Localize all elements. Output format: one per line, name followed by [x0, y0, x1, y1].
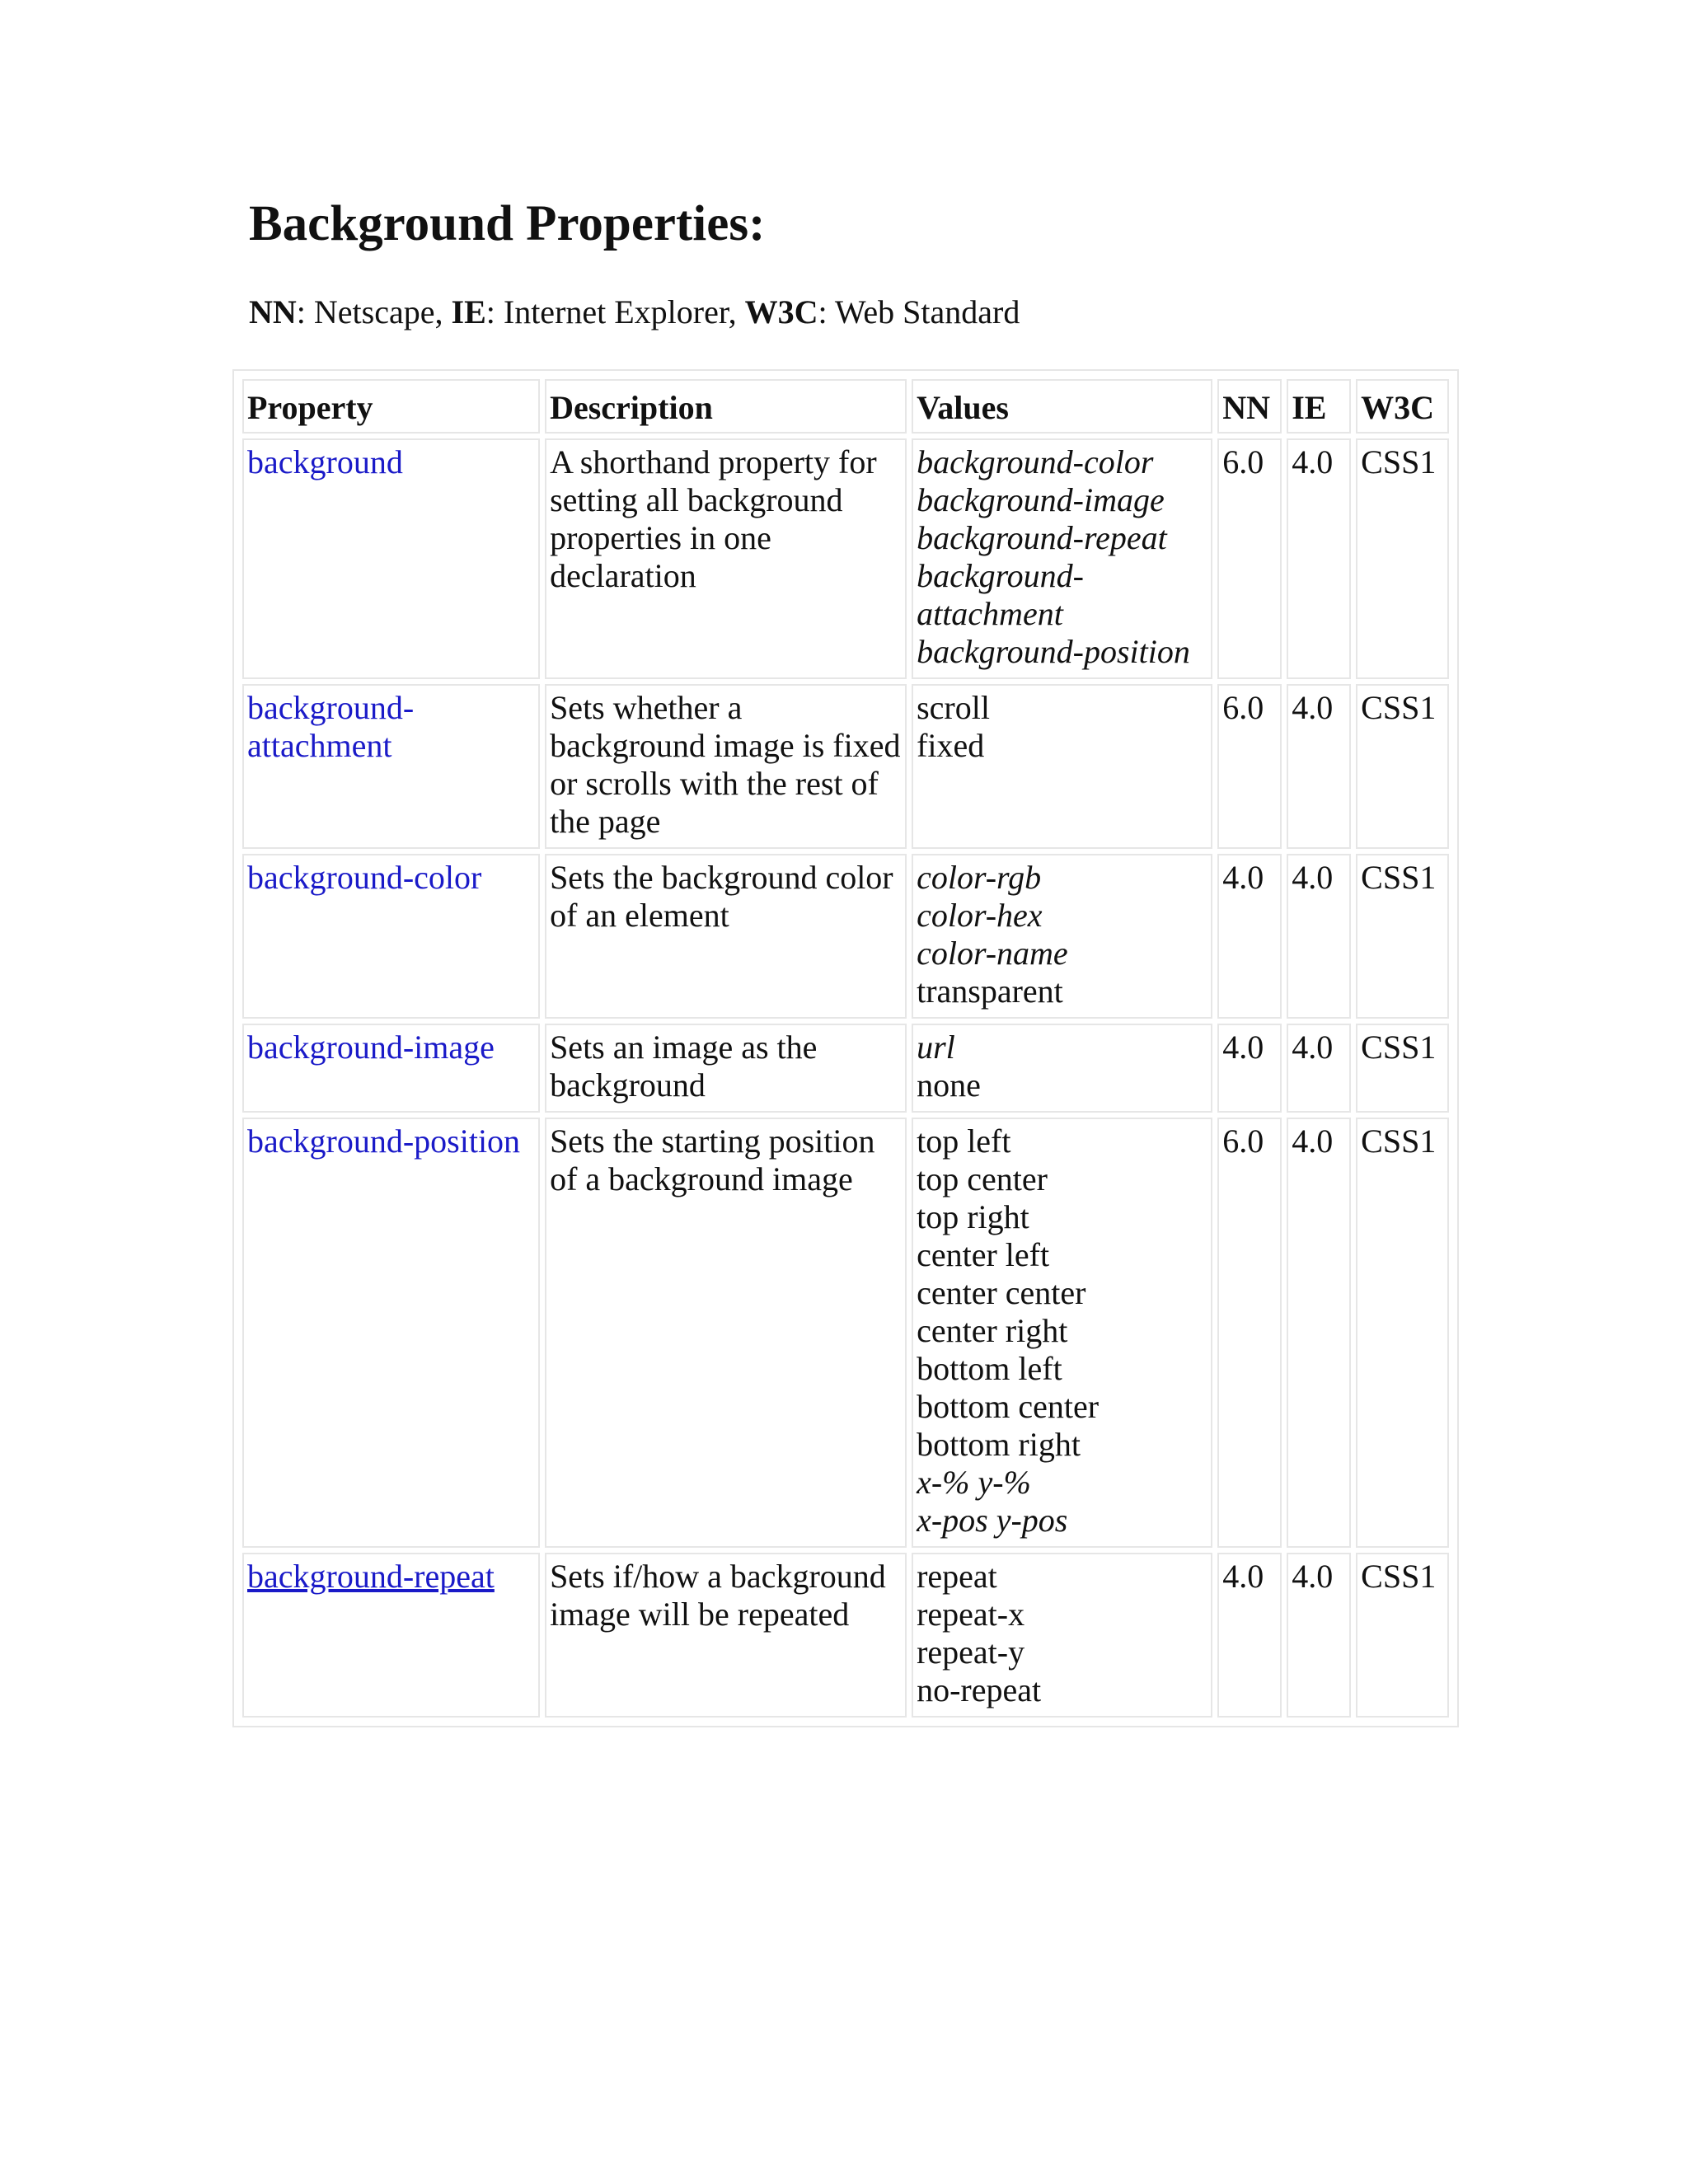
- page-title: Background Properties:: [249, 196, 766, 251]
- value-item: no-repeat: [917, 1671, 1042, 1708]
- property-link-text: attachment: [247, 727, 392, 764]
- cell-description: Sets if/how a background image will be repeated: [545, 1553, 907, 1718]
- value-item: center left: [917, 1236, 1050, 1273]
- cell-ie: 4.0: [1287, 1553, 1351, 1718]
- property-link[interactable]: [247, 859, 481, 896]
- cell-description: A shorthand property for setting all background properties in one declaration: [545, 438, 907, 679]
- value-item: top center: [917, 1160, 1048, 1197]
- header-ie: IE: [1287, 379, 1351, 434]
- legend-abbr-ie: IE: [451, 293, 486, 330]
- properties-table: [237, 374, 1454, 1722]
- table-row: [242, 684, 1449, 849]
- cell-w3c: CSS1: [1356, 438, 1449, 679]
- cell-property: [242, 438, 540, 679]
- cell-w3c: CSS1: [1356, 1024, 1449, 1113]
- value-item: background-color: [917, 443, 1154, 480]
- cell-ie: 4.0: [1287, 854, 1351, 1019]
- value-item: background-repeat: [917, 519, 1167, 556]
- cell-nn: 4.0: [1217, 854, 1282, 1019]
- header-property: Property: [242, 379, 540, 434]
- header-w3c: W3C: [1356, 379, 1449, 434]
- value-item: repeat-y: [917, 1633, 1025, 1671]
- property-link-text: background-color: [247, 859, 482, 896]
- cell-ie: 4.0: [1287, 1024, 1351, 1113]
- value-item: bottom center: [917, 1388, 1100, 1425]
- value-item: background-attachment: [917, 557, 1084, 632]
- value-item: center right: [917, 1312, 1068, 1349]
- value-item: center center: [917, 1274, 1086, 1311]
- cell-property: [242, 854, 540, 1019]
- cell-description: Sets whether a background image is fixed or scrolls with the rest of the page: [545, 684, 907, 849]
- property-link[interactable]: [247, 1558, 495, 1595]
- cell-nn: 6.0: [1217, 1118, 1282, 1548]
- legend-abbr-w3c: W3C: [744, 293, 818, 330]
- value-item: bottom right: [917, 1426, 1081, 1463]
- legend-text-ie: Internet Explorer,: [503, 293, 745, 330]
- legend-sep: :: [296, 293, 314, 330]
- cell-values: [912, 438, 1212, 679]
- value-item: scroll: [917, 689, 990, 726]
- value-item: color-hex: [917, 897, 1043, 934]
- value-item: x-pos y-pos: [917, 1502, 1068, 1539]
- value-item: color-name: [917, 935, 1068, 972]
- value-item: top right: [917, 1198, 1029, 1235]
- table-row: [242, 854, 1449, 1019]
- property-link-text: background: [247, 443, 403, 480]
- table-row: [242, 1118, 1449, 1548]
- cell-values: [912, 854, 1212, 1019]
- property-link[interactable]: [247, 1122, 520, 1160]
- cell-nn: 4.0: [1217, 1553, 1282, 1718]
- cell-values: [912, 1553, 1212, 1718]
- property-link-text: background-repeat: [247, 1558, 495, 1595]
- table-row: [242, 1024, 1449, 1113]
- value-item: transparent: [917, 972, 1063, 1010]
- cell-values: [912, 684, 1212, 849]
- cell-nn: 4.0: [1217, 1024, 1282, 1113]
- cell-w3c: CSS1: [1356, 1553, 1449, 1718]
- cell-description: Sets the background color of an element: [545, 854, 907, 1019]
- legend-abbr-nn: NN: [249, 293, 297, 330]
- property-link[interactable]: [247, 443, 403, 480]
- properties-table-wrapper: [232, 369, 1459, 1727]
- value-item: fixed: [917, 727, 985, 764]
- value-item: top left: [917, 1122, 1011, 1160]
- cell-nn: 6.0: [1217, 438, 1282, 679]
- legend-text-w3c: Web Standard: [834, 293, 1020, 330]
- table-body: [242, 438, 1449, 1718]
- cell-property: [242, 1024, 540, 1113]
- value-item: color-rgb: [917, 859, 1042, 896]
- table-row: [242, 1553, 1449, 1718]
- table-header-row: [242, 379, 1449, 434]
- property-link-text: background-: [247, 689, 415, 726]
- cell-ie: 4.0: [1287, 438, 1351, 679]
- property-link[interactable]: [247, 689, 414, 764]
- header-nn: NN: [1217, 379, 1282, 434]
- cell-nn: 6.0: [1217, 684, 1282, 849]
- cell-property: [242, 684, 540, 849]
- value-item: url: [917, 1029, 955, 1066]
- property-link[interactable]: [247, 1029, 495, 1066]
- cell-w3c: CSS1: [1356, 854, 1449, 1019]
- cell-w3c: CSS1: [1356, 684, 1449, 849]
- header-description: Description: [545, 379, 907, 434]
- cell-values: [912, 1024, 1212, 1113]
- legend-sep: :: [485, 293, 504, 330]
- legend-text-nn: Netscape,: [313, 293, 452, 330]
- cell-ie: 4.0: [1287, 684, 1351, 849]
- cell-values: [912, 1118, 1212, 1548]
- value-item: none: [917, 1066, 981, 1104]
- table-row: [242, 438, 1449, 679]
- property-link-text: background-image: [247, 1029, 495, 1066]
- value-item: x-% y-%: [917, 1464, 1031, 1501]
- cell-w3c: CSS1: [1356, 1118, 1449, 1548]
- cell-description: Sets the starting position of a background image: [545, 1118, 907, 1548]
- header-values: Values: [912, 379, 1212, 434]
- legend-sep: :: [818, 293, 835, 330]
- browser-legend: [249, 292, 1020, 333]
- value-item: bottom left: [917, 1350, 1062, 1387]
- value-item: background-image: [917, 481, 1165, 518]
- property-link-text: background-position: [247, 1122, 521, 1160]
- value-item: repeat: [917, 1558, 997, 1595]
- value-item: repeat-x: [917, 1596, 1025, 1633]
- value-item: background-position: [917, 633, 1190, 670]
- cell-ie: 4.0: [1287, 1118, 1351, 1548]
- cell-property: [242, 1553, 540, 1718]
- cell-property: [242, 1118, 540, 1548]
- cell-description: Sets an image as the background: [545, 1024, 907, 1113]
